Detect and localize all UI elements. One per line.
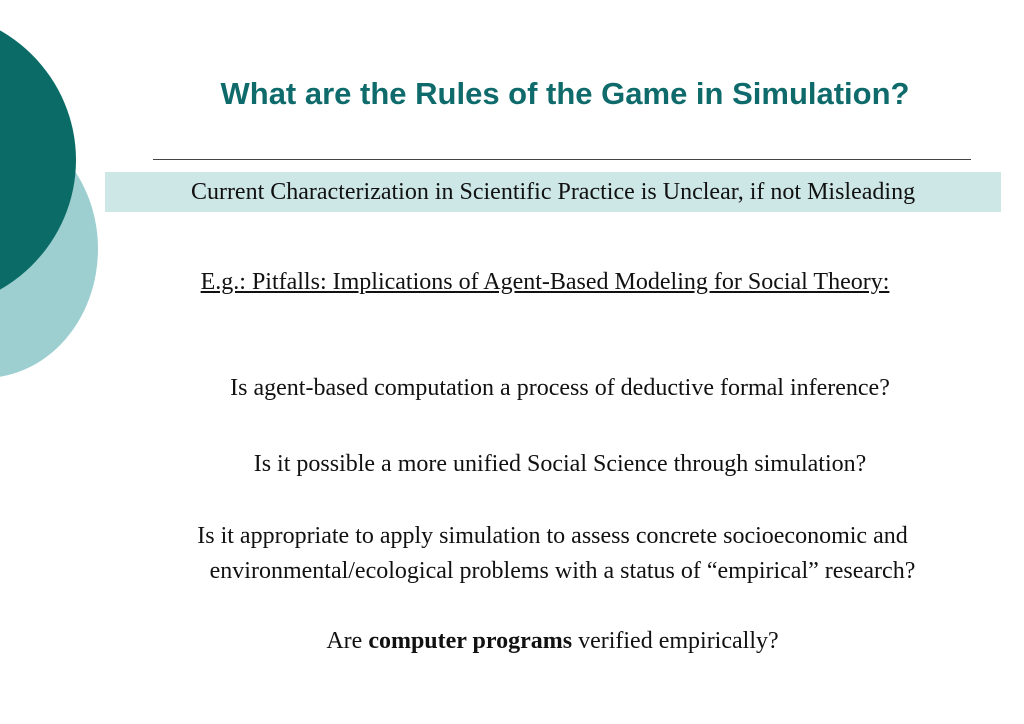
title-divider [153,159,971,160]
question-suffix: verified empirically? [572,628,779,654]
question-prefix: Are [326,628,369,654]
question-simulation-assessment-line-2: environmental/ecological problems with a status of “empirical” research? [209,558,916,584]
question-deductive-inference: Is agent-based computation a process of deductive formal inference? [230,375,890,401]
question-unified-social-science: Is it possible a more unified Social Science through simulation? [253,451,867,477]
pitfalls-subheading: E.g.: Pitfalls: Implications of Agent-Based Modeling for Social Theory: [200,269,890,295]
computer-programs-emphasis: computer programs [368,628,573,654]
highlighted-statement: Current Characterization in Scientific Practice is Unclear, if not Misleading [105,172,1001,212]
slide-title: What are the Rules of the Game in Simulation? [220,76,910,111]
question-computer-programs [100,624,1005,658]
question-simulation-assessment-line-1: Is it appropriate to apply simulation to assess concrete socioeconomic and [197,523,908,549]
